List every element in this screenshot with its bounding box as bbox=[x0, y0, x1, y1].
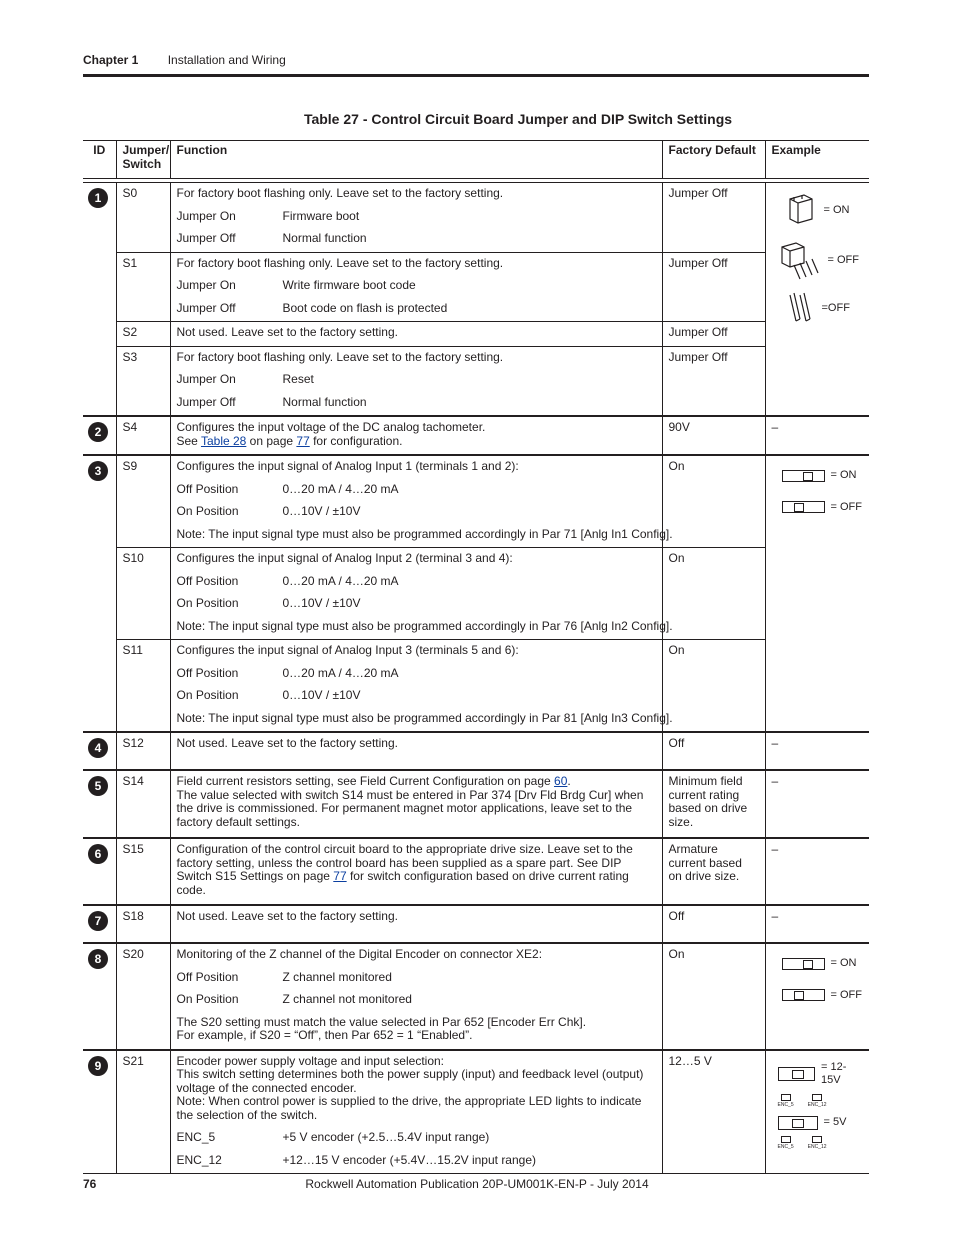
col-factory-default: Factory Default bbox=[662, 141, 765, 179]
id-badge: 4 bbox=[88, 738, 108, 758]
enc-5v-switch-icon bbox=[778, 1116, 818, 1130]
id-badge: 1 bbox=[88, 188, 108, 208]
dip-example: = ON = OFF bbox=[765, 455, 869, 732]
function-cell: Monitoring of the Z channel of the Digital Encoder on connector XE2: Off Position Z channel monitored On Position Z channel not monitored The S20 setting must match the value selected in Par 652 [Encoder Err Chk]. For example, if S20 = “Off”, then Par 652 = 1 “Enabled”. bbox=[170, 943, 662, 1050]
function-cell: Configures the input signal of Analog Input 3 (terminals 5 and 6): Off Position 0…20 mA / 4…20 mA On Position 0…10V / ±10V Note: The input signal type must also be programmed accordingly in Par 81 [Anlg In3 Config]. bbox=[170, 640, 662, 733]
jumper-off-icon bbox=[778, 241, 822, 281]
enc-12v-switch-icon bbox=[778, 1067, 816, 1081]
switch-id: S9 bbox=[116, 455, 170, 548]
switch-id: S18 bbox=[116, 905, 170, 943]
function-cell: Encoder power supply voltage and input selection: This switch setting determines both the power supply (input) and feedback level (output) voltage of the connected encoder. Note: When control power is supplied to the drive, the appropriate LED lights to indicate the selection of the switch. ENC_5 +5 V encoder (+2.5…5.4V input range) ENC_12 +12…15 V encoder (+5.4V…15.2V input range) bbox=[170, 1050, 662, 1174]
id-badge: 6 bbox=[88, 844, 108, 864]
switch-id: S3 bbox=[116, 346, 170, 416]
function-cell: For factory boot flashing only. Leave set to the factory setting. Jumper On Firmware boot Jumper Off Normal function bbox=[170, 183, 662, 253]
jumper-on-icon bbox=[782, 193, 818, 229]
table-title: Table 27 - Control Circuit Board Jumper and DIP Switch Settings bbox=[303, 111, 733, 127]
jumper-pins-icon bbox=[786, 291, 816, 327]
function-cell: Field current resistors setting, see Field Current Configuration on page 60. The value selected with switch S14 must be entered in Par 374 [Drv Fld Brdg Cur] when the drive is commissioned. For permanent magnet motor applications, leave set to the factory default settings. bbox=[170, 770, 662, 838]
switch-id: S2 bbox=[116, 322, 170, 347]
table-row bbox=[83, 640, 869, 733]
id-badge: 9 bbox=[88, 1056, 108, 1076]
dip-off-icon bbox=[782, 501, 825, 513]
enc12-led-icon bbox=[812, 1136, 822, 1143]
example-cell: – bbox=[765, 838, 869, 905]
id-badge: 7 bbox=[88, 911, 108, 931]
enc5-led-icon bbox=[781, 1136, 791, 1143]
table-row bbox=[83, 943, 869, 1050]
table-row bbox=[83, 770, 869, 838]
factory-default: Armature current based on drive size. bbox=[662, 838, 765, 905]
factory-default: Off bbox=[662, 732, 765, 770]
page-60-link[interactable]: 60 bbox=[554, 774, 568, 788]
switch-id: S11 bbox=[116, 640, 170, 733]
factory-default: Off bbox=[662, 905, 765, 943]
example-cell: – bbox=[765, 416, 869, 455]
switch-id: S10 bbox=[116, 548, 170, 640]
function-cell: For factory boot flashing only. Leave set to the factory setting. Jumper On Write firmware boot code Jumper Off Boot code on flash is protected bbox=[170, 252, 662, 322]
function-cell: For factory boot flashing only. Leave set to the factory setting. Jumper On Reset Jumper Off Normal function bbox=[170, 346, 662, 416]
switch-id: S4 bbox=[116, 416, 170, 455]
table-row bbox=[83, 732, 869, 770]
table-row bbox=[83, 1050, 869, 1174]
function-cell: Not used. Leave set to the factory setting. bbox=[170, 732, 662, 770]
example-cell: – bbox=[765, 905, 869, 943]
switch-id: S1 bbox=[116, 252, 170, 322]
col-example: Example bbox=[765, 141, 869, 179]
publication-footer: Rockwell Automation Publication 20P-UM001K-EN-P - July 2014 bbox=[305, 1177, 649, 1191]
factory-default: Jumper Off bbox=[662, 183, 765, 253]
page-77-link[interactable]: 77 bbox=[333, 869, 347, 883]
id-badge: 2 bbox=[88, 422, 108, 442]
function-cell: Configures the input signal of Analog Input 1 (terminals 1 and 2): Off Position 0…20 mA / 4…20 mA On Position 0…10V / ±10V Note: The input signal type must also be programmed accordingly in Par 71 [Anlg In1 Config]. bbox=[170, 455, 662, 548]
dip-on-icon bbox=[782, 470, 825, 482]
factory-default: On bbox=[662, 455, 765, 548]
section-label: Installation and Wiring bbox=[167, 53, 286, 67]
factory-default: On bbox=[662, 640, 765, 733]
table-28-link[interactable]: Table 28 bbox=[200, 433, 247, 448]
switch-id: S14 bbox=[116, 770, 170, 838]
table-row bbox=[83, 183, 869, 253]
function-cell: Configures the input signal of Analog Input 2 (terminal 3 and 4): Off Position 0…20 mA / 4…20 mA On Position 0…10V / ±10V Note: The input signal type must also be programmed accordingly in Par 76 [Anlg In2 Config]. bbox=[170, 548, 662, 640]
table-row bbox=[83, 252, 869, 322]
table-header-row bbox=[83, 141, 869, 179]
function-cell: Configures the input voltage of the DC analog tachometer. See Table 28 on page 77 for configuration. bbox=[170, 416, 662, 455]
factory-default: Jumper Off bbox=[662, 346, 765, 416]
id-badge: 5 bbox=[88, 776, 108, 796]
switch-id: S12 bbox=[116, 732, 170, 770]
header-rule bbox=[83, 74, 869, 77]
dip-off-icon bbox=[782, 989, 825, 1001]
dip-example: = ON = OFF bbox=[765, 943, 869, 1050]
table-row bbox=[83, 322, 869, 347]
table-row bbox=[83, 548, 869, 640]
factory-default: On bbox=[662, 548, 765, 640]
factory-default: Jumper Off bbox=[662, 322, 765, 347]
page-number: 76 bbox=[83, 1177, 97, 1191]
example-cell: – bbox=[765, 732, 869, 770]
switch-id: S20 bbox=[116, 943, 170, 1050]
settings-table bbox=[83, 140, 869, 1174]
table-row bbox=[83, 838, 869, 905]
switch-id: S21 bbox=[116, 1050, 170, 1174]
function-cell: Not used. Leave set to the factory setting. bbox=[170, 322, 662, 347]
jumper-example: = ON = OFF =OFF bbox=[765, 183, 869, 417]
table-row bbox=[83, 416, 869, 455]
enc12-led-icon bbox=[812, 1094, 822, 1101]
id-badge: 8 bbox=[88, 949, 108, 969]
factory-default: 12…5 V bbox=[662, 1050, 765, 1174]
function-cell: Configuration of the control circuit board to the appropriate drive size. Leave set to the factory setting, unless the control board has been supplied as a spare part. See DIP Switch S15 Settings on page 77 for switch configuration based on drive current rating code. bbox=[170, 838, 662, 905]
page-77-link[interactable]: 77 bbox=[296, 433, 310, 448]
factory-default: On bbox=[662, 943, 765, 1050]
col-id: ID bbox=[83, 141, 116, 179]
table-row bbox=[83, 346, 869, 416]
running-header bbox=[83, 53, 286, 67]
col-jumper-switch: Jumper/ Switch bbox=[116, 141, 170, 179]
dip-on-icon bbox=[782, 958, 825, 970]
factory-default: 90V bbox=[662, 416, 765, 455]
switch-id: S0 bbox=[116, 183, 170, 253]
id-badge: 3 bbox=[88, 461, 108, 481]
factory-default: Minimum field current rating based on drive size. bbox=[662, 770, 765, 838]
chapter-label: Chapter 1 bbox=[83, 53, 139, 67]
col-function: Function bbox=[170, 141, 662, 179]
enc5-led-icon bbox=[781, 1094, 791, 1101]
factory-default: Jumper Off bbox=[662, 252, 765, 322]
example-cell: – bbox=[765, 770, 869, 838]
function-cell: Not used. Leave set to the factory setting. bbox=[170, 905, 662, 943]
table-row bbox=[83, 455, 869, 548]
switch-id: S15 bbox=[116, 838, 170, 905]
encoder-example: = 12-15V ENC_5 ENC_12 = 5V ENC_5 ENC_12 bbox=[765, 1050, 869, 1174]
table-row bbox=[83, 905, 869, 943]
